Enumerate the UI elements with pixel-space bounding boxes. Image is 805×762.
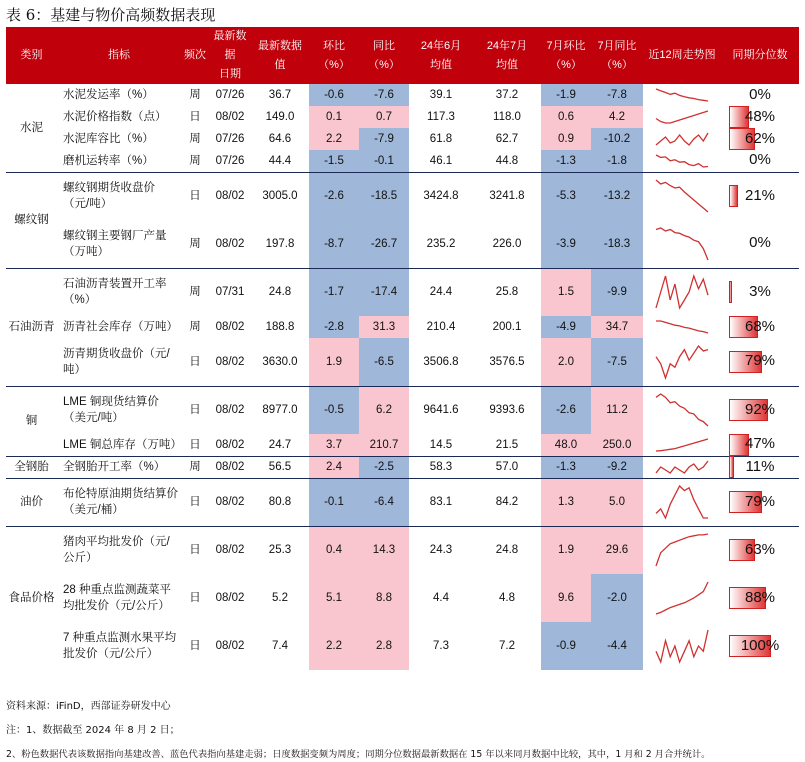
- value-cell: 64.6: [268, 133, 292, 145]
- trend-sparkline-cell: [643, 220, 721, 268]
- header-trend: 近12周走势图: [643, 27, 721, 84]
- value-cell: 25.3: [251, 526, 309, 574]
- percentile-cell: [721, 84, 799, 106]
- yoy-cell: -0.1: [359, 150, 409, 172]
- percentile-cell: [721, 386, 799, 434]
- jul-mom-cell: 1.3: [541, 478, 591, 526]
- indicator-cell: 沥青社会库存（万吨）: [63, 321, 178, 333]
- jul-mom-cell: -2.6: [541, 386, 591, 434]
- mom-cell: -1.5: [309, 150, 359, 172]
- trend-sparkline: [654, 153, 710, 169]
- percentile-cell: [721, 316, 799, 338]
- table-row: [6, 106, 799, 128]
- freq-cell: 日: [181, 526, 209, 574]
- footnote-2: 2、粉色数据代表该数据指向基建改善、蓝色代表指向基建走弱；日度数据变频为周度；同期分位数据最新数据在 15 年以来同月数据中比较，其中，1 月和 2 月合并统计。: [6, 749, 711, 760]
- freq-cell: 周: [189, 89, 201, 101]
- jul-yoy-cell: -7.5: [591, 338, 643, 386]
- value-cell: 7.4: [272, 640, 288, 652]
- jul-yoy-cell: -9.2: [591, 456, 643, 478]
- percentile-label: 92%: [744, 400, 776, 418]
- jul-avg-cell: 200.1: [492, 321, 522, 333]
- indicator-cell: 7 种重点监测水果平均批发价（元/公斤）: [63, 632, 177, 660]
- jul-avg-cell: 24.8: [473, 526, 541, 574]
- yoy-cell: -17.4: [359, 268, 409, 316]
- trend-sparkline-cell: [643, 526, 721, 574]
- jul-yoy-cell: 250.0: [591, 434, 643, 456]
- jun-avg-cell: 61.8: [429, 133, 453, 145]
- jun-avg-cell: 117.3: [427, 111, 455, 123]
- date-cell: 08/02: [215, 355, 245, 368]
- table-row: [6, 622, 799, 670]
- value-cell: 44.4: [268, 154, 292, 167]
- mom-cell: -2.6: [309, 172, 359, 220]
- footnote-1: 注：1、数据截至 2024 年 8 月 2 日；: [6, 725, 180, 736]
- value-cell: 188.8: [265, 321, 295, 333]
- yoy-cell: -7.9: [359, 128, 409, 150]
- data-table: [6, 27, 799, 670]
- trend-sparkline: [654, 580, 710, 616]
- value-cell: 149.0: [265, 111, 295, 123]
- percentile-label: 0%: [749, 85, 771, 103]
- value-cell: 24.7: [268, 438, 292, 451]
- freq-cell: 周: [181, 456, 209, 478]
- table-row: [6, 478, 799, 526]
- trend-sparkline: [654, 274, 710, 310]
- percentile-cell: [721, 478, 799, 526]
- trend-sparkline-cell: [643, 172, 721, 220]
- sparkline-line: [656, 394, 708, 426]
- jul-avg-cell: 118.0: [493, 111, 521, 123]
- date-cell: 08/02: [215, 321, 245, 333]
- percentile-bar: [729, 281, 732, 303]
- sparkline-line: [656, 276, 708, 308]
- jul-yoy-cell: -9.9: [591, 268, 643, 316]
- trend-sparkline-cell: [643, 268, 721, 316]
- percentile-label: 68%: [744, 317, 776, 335]
- date-cell: 08/02: [209, 456, 251, 478]
- value-cell: 80.8: [251, 478, 309, 526]
- trend-sparkline: [654, 392, 710, 428]
- percentile-label: 48%: [744, 107, 776, 125]
- jul-avg-cell: 226.0: [492, 237, 522, 250]
- date-cell: 08/02: [215, 438, 245, 451]
- mom-cell: 1.9: [309, 338, 359, 386]
- trend-sparkline-cell: [643, 128, 721, 150]
- value-cell: 56.5: [251, 456, 309, 478]
- indicator-cell: 磨机运转率（%）: [63, 154, 154, 167]
- sparkline-line: [656, 582, 708, 614]
- table-row: [6, 338, 799, 386]
- date-cell: 08/02: [209, 526, 251, 574]
- indicator-cell: 螺纹钢主要钢厂产量（万吨）: [63, 229, 167, 258]
- header-row: [6, 27, 799, 84]
- jun-avg-cell: 14.5: [429, 438, 453, 451]
- mom-cell: -1.7: [309, 268, 359, 316]
- table-row: [6, 150, 799, 172]
- jul-avg-cell: 3576.5: [489, 355, 525, 368]
- mom-cell: -0.6: [309, 84, 359, 106]
- jul-yoy-cell: -7.8: [591, 84, 643, 106]
- jul-yoy-cell: 11.2: [591, 386, 643, 434]
- freq-cell: 日: [189, 355, 201, 368]
- percentile-label: 63%: [744, 540, 776, 558]
- trend-sparkline: [654, 131, 710, 147]
- jul-avg-cell: 21.5: [495, 438, 519, 451]
- mom-cell: -0.1: [309, 478, 359, 526]
- category-cell: 螺纹钢: [6, 172, 57, 268]
- freq-cell: 日: [181, 386, 209, 434]
- yoy-cell: 6.2: [359, 386, 409, 434]
- mom-cell: 2.2: [309, 622, 359, 670]
- table-row: [6, 456, 799, 478]
- jul-mom-cell: 1.5: [541, 268, 591, 316]
- indicator-cell: LME 铜现货结算价（美元/吨）: [57, 386, 181, 434]
- header-mom: 环比（%）: [309, 27, 359, 84]
- percentile-cell: [721, 220, 799, 268]
- jul-mom-cell: -1.9: [541, 84, 591, 106]
- freq-cell: 日: [189, 438, 201, 451]
- jul-yoy-cell: -10.2: [591, 128, 643, 150]
- jun-avg-cell: 58.3: [409, 456, 473, 478]
- header-yoy: 同比（%）: [359, 27, 409, 84]
- jul-yoy-cell: -2.0: [591, 574, 643, 622]
- header-value: 最新数据 值: [251, 27, 309, 84]
- jul-avg-cell: 3241.8: [473, 172, 541, 220]
- jul-avg-cell: 37.2: [495, 89, 519, 101]
- jul-avg-cell: 44.8: [495, 154, 519, 167]
- table-row: [6, 526, 799, 574]
- date-cell: 07/26: [215, 133, 245, 145]
- indicator-cell: 石油沥青装置开工率（%）: [57, 268, 181, 316]
- percentile-cell: [721, 622, 799, 670]
- jul-mom-cell: -0.9: [541, 622, 591, 670]
- date-cell: 08/02: [209, 478, 251, 526]
- value-cell: 3005.0: [251, 172, 309, 220]
- sparkline-line: [656, 486, 708, 518]
- freq-cell: 日: [189, 592, 201, 604]
- yoy-cell: -6.5: [359, 338, 409, 386]
- trend-sparkline: [654, 344, 710, 380]
- trend-sparkline-cell: [643, 622, 721, 670]
- jun-avg-cell: 39.1: [429, 89, 453, 101]
- jul-yoy-cell: 29.6: [591, 526, 643, 574]
- jul-yoy-cell: -1.8: [591, 150, 643, 172]
- indicator-cell: 猪肉平均批发价（元/公斤）: [57, 526, 181, 574]
- date-cell: 08/02: [209, 172, 251, 220]
- jun-avg-cell: 83.1: [409, 478, 473, 526]
- percentile-cell: [721, 434, 799, 456]
- jul-yoy-cell: 34.7: [591, 316, 643, 338]
- header-jul-avg: 24年7月 均值: [473, 27, 541, 84]
- table-row: [6, 84, 799, 106]
- freq-cell: 周: [181, 268, 209, 316]
- jul-avg-cell: 62.7: [495, 133, 519, 145]
- sparkline-line: [656, 89, 708, 101]
- mom-cell: 5.1: [309, 574, 359, 622]
- yoy-cell: -2.5: [359, 456, 409, 478]
- jul-avg-cell: 9393.6: [473, 386, 541, 434]
- jul-yoy-cell: 5.0: [591, 478, 643, 526]
- jul-avg-cell: 84.2: [473, 478, 541, 526]
- value-cell: 5.2: [272, 592, 288, 604]
- table-row: [6, 434, 799, 456]
- indicator-cell: 28 种重点监测蔬菜平均批发价（元/公斤）: [63, 584, 171, 612]
- value-cell: 24.8: [251, 268, 309, 316]
- percentile-label: 11%: [745, 457, 775, 475]
- date-cell: 08/02: [209, 386, 251, 434]
- percentile-cell: [721, 574, 799, 622]
- freq-cell: 日: [189, 111, 201, 123]
- jul-mom-cell: -1.3: [541, 456, 591, 478]
- header-date: 最新数据 日期: [209, 27, 251, 84]
- header-jun-avg: 24年6月 均值: [409, 27, 473, 84]
- sparkline-line: [656, 180, 708, 212]
- jun-avg-cell: 3424.8: [409, 172, 473, 220]
- freq-cell: 日: [181, 478, 209, 526]
- header-jul-mom: 7月环比 （%）: [541, 27, 591, 84]
- yoy-cell: 210.7: [359, 434, 409, 456]
- percentile-cell: [721, 106, 799, 128]
- mom-cell: 2.2: [309, 128, 359, 150]
- percentile-cell: [721, 268, 799, 316]
- category-cell: 石油沥青: [6, 268, 57, 386]
- yoy-cell: 31.3: [359, 316, 409, 338]
- value-cell: 36.7: [268, 89, 292, 101]
- percentile-cell: [721, 128, 799, 150]
- trend-sparkline: [654, 484, 710, 520]
- trend-sparkline: [654, 319, 710, 335]
- indicator-cell: 水泥发运率（%）: [63, 89, 154, 101]
- table-row: [6, 386, 799, 434]
- trend-sparkline-cell: [643, 456, 721, 478]
- value-cell: 3630.0: [262, 355, 298, 368]
- date-cell: 07/31: [209, 268, 251, 316]
- freq-cell: 日: [181, 172, 209, 220]
- sparkline-line: [656, 155, 708, 167]
- yoy-cell: -7.6: [359, 84, 409, 106]
- mom-cell: 3.7: [309, 434, 359, 456]
- category-cell: 铜: [6, 386, 57, 456]
- trend-sparkline-cell: [643, 150, 721, 172]
- jul-avg-cell: 57.0: [473, 456, 541, 478]
- jul-mom-cell: 9.6: [541, 574, 591, 622]
- trend-sparkline: [654, 532, 710, 568]
- source-note: 资料来源：iFinD，西部证券研发中心: [6, 701, 171, 712]
- percentile-label: 79%: [744, 492, 776, 510]
- freq-cell: 周: [189, 237, 201, 250]
- jul-yoy-cell: -13.2: [591, 172, 643, 220]
- trend-sparkline-cell: [643, 84, 721, 106]
- indicator-cell: LME 铜总库存（万吨）: [63, 438, 182, 451]
- header-freq: 频次: [181, 27, 209, 84]
- category-cell: 全钢胎: [6, 456, 57, 478]
- yoy-cell: 0.7: [359, 106, 409, 128]
- mom-cell: -8.7: [309, 220, 359, 268]
- jul-mom-cell: 48.0: [541, 434, 591, 456]
- percentile-label: 79%: [744, 352, 776, 370]
- table-row: [6, 574, 799, 622]
- sparkline-line: [656, 439, 708, 451]
- category-cell: 食品价格: [6, 526, 57, 670]
- table-title: 表 6：基建与物价高频数据表现: [6, 6, 216, 24]
- yoy-cell: 8.8: [359, 574, 409, 622]
- header-jul-yoy: 7月同比 （%）: [591, 27, 643, 84]
- header-indicator: 指标: [57, 27, 181, 84]
- percentile-cell: [721, 172, 799, 220]
- jul-avg-cell: 7.2: [499, 640, 515, 652]
- sparkline-line: [656, 461, 708, 473]
- date-cell: 08/02: [215, 111, 245, 123]
- percentile-label: 0%: [749, 151, 771, 169]
- trend-sparkline: [654, 459, 710, 475]
- yoy-cell: -6.4: [359, 478, 409, 526]
- category-cell: 水泥: [20, 121, 43, 134]
- sparkline-line: [656, 228, 708, 260]
- percentile-label: 21%: [744, 186, 776, 204]
- percentile-label: 100%: [740, 636, 780, 654]
- indicator-cell: 沥青期货收盘价（元/吨）: [63, 347, 170, 376]
- percentile-label: 3%: [749, 282, 771, 300]
- trend-sparkline-cell: [643, 316, 721, 338]
- jul-avg-cell: 25.8: [473, 268, 541, 316]
- jun-avg-cell: 235.2: [426, 237, 456, 250]
- indicator-cell: 水泥库容比（%）: [63, 133, 154, 145]
- jul-yoy-cell: 4.2: [591, 106, 643, 128]
- jul-mom-cell: -1.3: [541, 150, 591, 172]
- percentile-cell: [721, 456, 799, 478]
- date-cell: 08/02: [215, 640, 245, 652]
- yoy-cell: 14.3: [359, 526, 409, 574]
- yoy-cell: 2.8: [359, 622, 409, 670]
- mom-cell: -2.8: [309, 316, 359, 338]
- freq-cell: 周: [189, 321, 201, 333]
- jun-avg-cell: 24.3: [409, 526, 473, 574]
- percentile-bar: [729, 456, 734, 478]
- freq-cell: 周: [189, 133, 201, 145]
- trend-sparkline: [654, 226, 710, 262]
- table-row: [6, 316, 799, 338]
- percentile-label: 0%: [749, 234, 771, 252]
- jul-mom-cell: -5.3: [541, 172, 591, 220]
- header-category: 类别: [6, 27, 57, 84]
- category-cell: 油价: [6, 478, 57, 526]
- sparkline-line: [656, 630, 708, 662]
- jun-avg-cell: 24.4: [409, 268, 473, 316]
- table-row: [6, 220, 799, 268]
- sparkline-line: [656, 534, 708, 566]
- jun-avg-cell: 7.3: [433, 640, 449, 652]
- trend-sparkline-cell: [643, 574, 721, 622]
- percentile-label: 47%: [744, 435, 776, 453]
- percentile-cell: [721, 338, 799, 386]
- date-cell: 07/26: [215, 89, 245, 101]
- jul-mom-cell: -3.9: [541, 220, 591, 268]
- sparkline-line: [656, 133, 708, 145]
- jul-yoy-cell: -4.4: [591, 622, 643, 670]
- jun-avg-cell: 4.4: [433, 592, 449, 604]
- sparkline-line: [656, 111, 708, 123]
- freq-cell: 周: [189, 154, 201, 167]
- value-cell: 197.8: [265, 237, 295, 250]
- percentile-label: 62%: [744, 129, 776, 147]
- indicator-cell: 螺纹钢期货收盘价（元/吨）: [57, 172, 181, 220]
- trend-sparkline-cell: [643, 338, 721, 386]
- jun-avg-cell: 3506.8: [423, 355, 459, 368]
- trend-sparkline: [654, 109, 710, 125]
- sparkline-line: [656, 346, 708, 378]
- trend-sparkline-cell: [643, 434, 721, 456]
- jul-mom-cell: 0.9: [541, 128, 591, 150]
- date-cell: 07/26: [215, 154, 245, 167]
- trend-sparkline: [654, 178, 710, 214]
- jul-avg-cell: 4.8: [499, 592, 515, 604]
- jul-yoy-cell: -18.3: [591, 220, 643, 268]
- jul-mom-cell: 1.9: [541, 526, 591, 574]
- trend-sparkline: [654, 628, 710, 664]
- table-row: [6, 128, 799, 150]
- jul-mom-cell: -4.9: [541, 316, 591, 338]
- value-cell: 8977.0: [251, 386, 309, 434]
- yoy-cell: -18.5: [359, 172, 409, 220]
- percentile-label: 88%: [744, 588, 776, 606]
- jun-avg-cell: 46.1: [429, 154, 453, 167]
- jun-avg-cell: 9641.6: [409, 386, 473, 434]
- jul-mom-cell: 0.6: [541, 106, 591, 128]
- trend-sparkline: [654, 87, 710, 103]
- table-row: [6, 268, 799, 316]
- sparkline-line: [656, 321, 708, 333]
- jul-mom-cell: 2.0: [541, 338, 591, 386]
- mom-cell: -0.5: [309, 386, 359, 434]
- mom-cell: 0.4: [309, 526, 359, 574]
- freq-cell: 日: [189, 640, 201, 652]
- trend-sparkline: [654, 437, 710, 453]
- jun-avg-cell: 210.4: [426, 321, 456, 333]
- indicator-cell: 全钢胎开工率（%）: [57, 456, 181, 478]
- trend-sparkline-cell: [643, 478, 721, 526]
- indicator-cell: 布伦特原油期货结算价（美元/桶）: [57, 478, 181, 526]
- mom-cell: 2.4: [309, 456, 359, 478]
- header-percentile: 同期分位数: [721, 27, 799, 84]
- indicator-cell: 水泥价格指数（点）: [63, 111, 167, 123]
- date-cell: 08/02: [215, 237, 245, 250]
- yoy-cell: -26.7: [359, 220, 409, 268]
- date-cell: 08/02: [215, 592, 245, 604]
- table-row: [6, 172, 799, 220]
- mom-cell: 0.1: [309, 106, 359, 128]
- trend-sparkline-cell: [643, 106, 721, 128]
- trend-sparkline-cell: [643, 386, 721, 434]
- percentile-cell: [721, 526, 799, 574]
- percentile-cell: [721, 150, 799, 172]
- percentile-bar: [729, 185, 738, 207]
